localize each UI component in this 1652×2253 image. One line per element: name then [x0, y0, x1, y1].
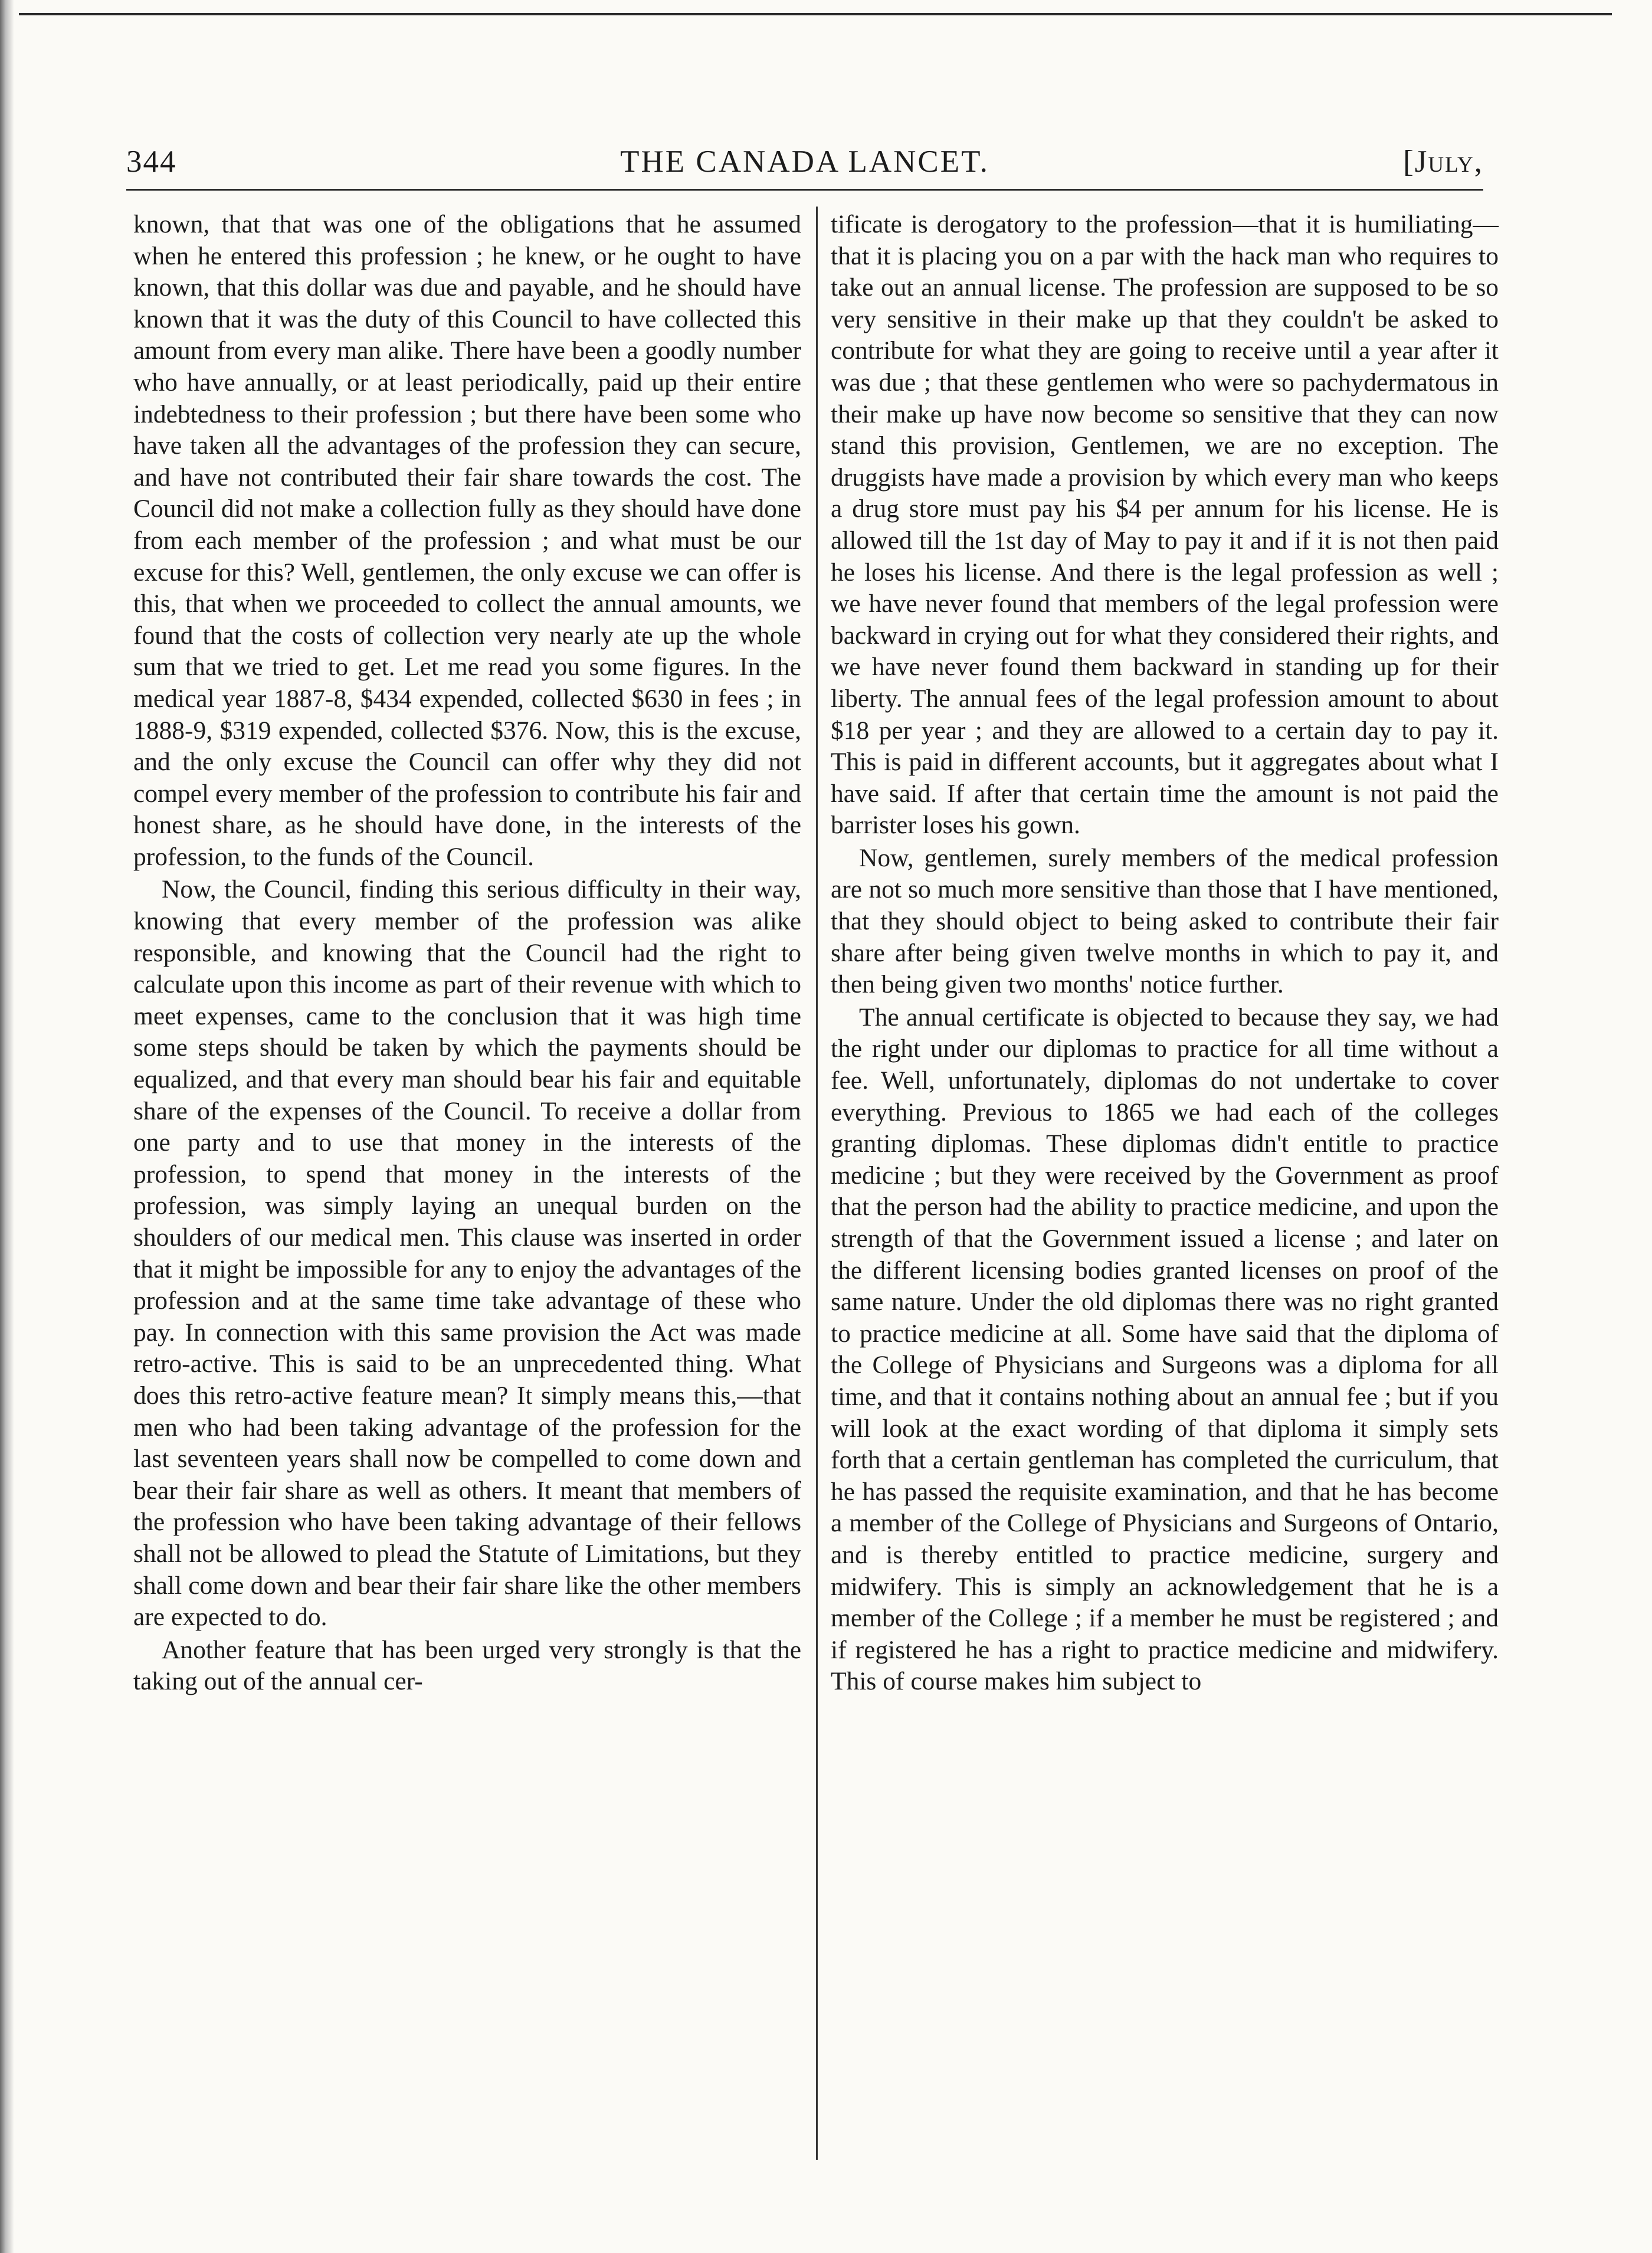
left-paragraph-2: Now, the Council, finding this serious difficulty in their way, knowing that every member of the profession was alike responsible, and knowing that the Council had the right to calculate upon this income as part of their revenue with which to meet expenses, came to the conclusion that it was high time some steps should be taken by which the payments should be equalized, and that every man should bear his fair and equitable share of the expenses of the Council. To receive a dollar from one party and to use that money in the interests of the profession, to spend that money in the interests of the profession, was simply laying an unequal burden on the shoulders of our medical men. This clause was inserted in order that it might be impossible for any to enjoy the advantages of the profession and at the same time take advantage of these who pay. In connection with this same provision the Act was made retro-active. This is said to be an unprecedented thing. What does this retro-active feature mean? It simply means this,—that men who had been taking advantage of the profession for the last seventeen years shall now be compelled to come down and bear their fair share as well as others. It meant that members of the profession who have been taking advantage of their fellows shall not be allowed to plead the Statute of Limitations, but they shall come down and bear their fair share like the other members are expected to do.	[133, 875, 801, 1632]
right-paragraph-1: tificate is derogatory to the profession—that it is humiliating—that it is placing you on a par with the hack man who requires to take out an annual license. The profession are supposed to be so very sensitive in their make up that they couldn't be asked to contribute for what they are going to receive until a year after it was due ; that these gentlemen who were so pachydermatous in their make up have now become so sensitive that they can now stand this provision, Gentlemen, we are no exception. The druggists have made a provision by which every man who keeps a drug store must pay his $4 per annum for his license. He is allowed till the 1st day of May to pay it and if it is not then paid he loses his license. And there is the legal profession as well ; we have never found that members of the legal profession were backward in crying out for what they considered their rights, and we have never found them backward in standing up for their liberty. The annual fees of the legal profession amount to about $18 per year ; and they are allowed to a certain day to pay it. This is paid in different accounts, but it aggregates about what I have said. If after that certain time the amount is not paid the barrister loses his gown.	[831, 210, 1499, 840]
journal-title: THE CANADA LANCET.	[620, 145, 989, 179]
right-paragraph-2: Now, gentlemen, surely members of the medical profession are not so much more sensitive than those that I have mentioned, that they should object to being asked to contribute their fair share after being given twelve months in which to pay it, and then being given two months' notice further.	[831, 843, 1499, 999]
column-divider	[816, 207, 818, 2160]
header-rule	[126, 189, 1483, 191]
left-paragraph-1: known, that that was one of the obligations that he assumed when he entered this profession ; he knew, or he ought to have known, that this dollar was due and payable, and he should have known that it was the duty of this Council to have collected this amount from every man alike. There have been a goodly number who have annually, or at least periodically, paid up their entire indebtedness to their profession ; but there have been some who have taken all the advantages of the profession they can secure, and have not contributed their fair share towards the cost. The Council did not make a collection fully as they should have done from each member of the profession ; and what must be our excuse for this? Well, gentlemen, the only excuse we can offer is this, that when we proceeded to collect the annual amounts, we found that the costs of collection very nearly ate up the whole sum that we tried to get. Let me read you some figures. In the medical year 1887-8, $434 expended, collected $630 in fees ; in 1888-9, $319 expended, collected $376. Now, this is the excuse, and the only excuse the Council can offer why they did not compel every member of the profession to contribute his fair and honest share, as he should have done, in the interests of the profession, to the funds of the Council.	[133, 210, 801, 871]
page-edge-shadow	[0, 0, 14, 2253]
right-paragraph-3: The annual certificate is objected to because they say, we had the right under our diplomas to practice for all time without a fee. Well, unfortunately, diplomas do not undertake to cover everything. Previous to 1865 we had each of the colleges granting diplomas. These diplomas didn't entitle to practice medicine ; but they were received by the Government as proof that the person had the ability to practice medicine, and upon the strength of that the Government issued a license ; and later on the different licensing bodies granted licenses on proof of the same nature. Under the old diplomas there was no right granted to practice medicine at all. Some have said that the diploma of the College of Physicians and Surgeons was a diploma for all time, and that it contains nothing about an annual fee ; but if you will look at the exact wording of that diploma it simply sets forth that a certain gentleman has completed the curriculum, that he has passed the requisite examination, and that he has become a member of the College of Physicians and Surgeons of Ontario, and is thereby entitled to practice medicine, surgery and midwifery. This is simply an acknowledgement that he is a member of the College ; if a member he must be registered ; and if registered he has a right to practice medicine and midwifery. This of course makes him subject to	[831, 1003, 1499, 1696]
page-header	[126, 144, 1483, 191]
left-paragraph-3: Another feature that has been urged very strongly is that the taking out of the annual cer-	[133, 1635, 801, 1696]
right-column	[831, 209, 1499, 1698]
issue-month: [July,	[1403, 145, 1483, 179]
left-column	[133, 209, 801, 1698]
top-border-rule	[19, 13, 1612, 15]
page-number: 344	[126, 145, 177, 179]
